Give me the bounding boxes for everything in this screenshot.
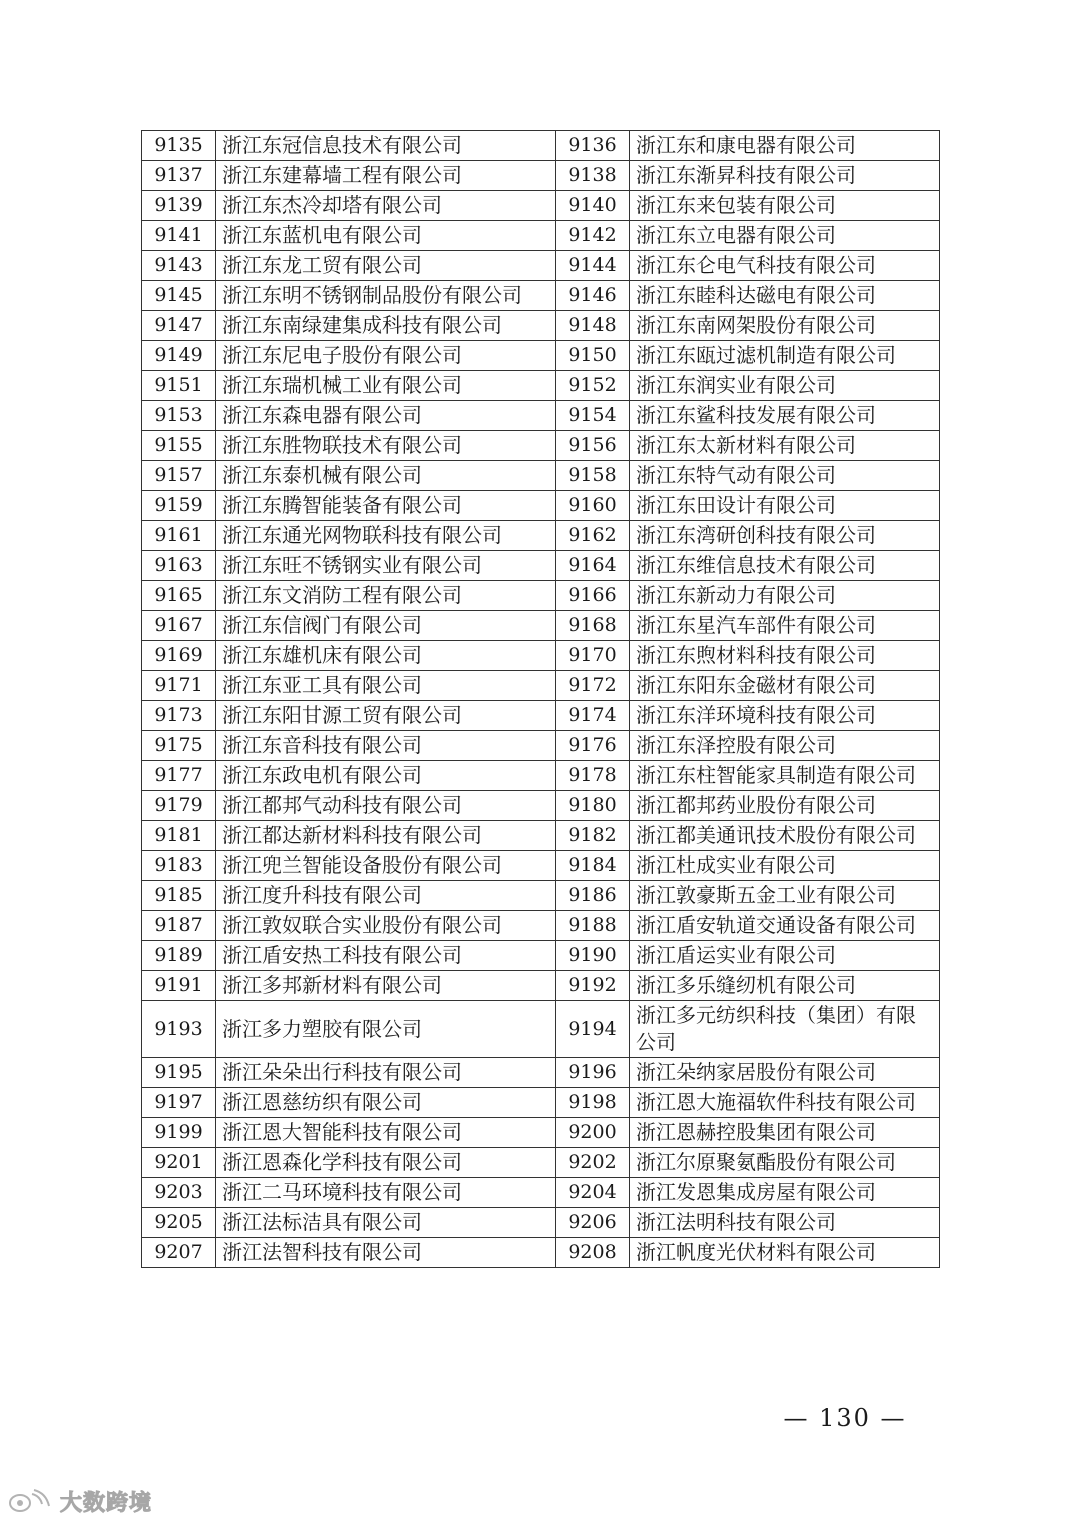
entry-number: 9151: [142, 371, 216, 401]
company-list-table: [141, 130, 940, 1268]
entry-number: 9150: [556, 341, 630, 371]
company-name: 浙江东鲨科技发展有限公司: [630, 401, 940, 431]
company-name: 浙江东立电器有限公司: [630, 221, 940, 251]
entry-number: 9194: [556, 1001, 630, 1058]
entry-number: 9165: [142, 581, 216, 611]
entry-number: 9153: [142, 401, 216, 431]
table-row: [142, 791, 940, 821]
entry-number: 9184: [556, 851, 630, 881]
page-number: — 130 —: [783, 1404, 907, 1432]
company-name: 浙江东太新材料有限公司: [630, 431, 940, 461]
table-row: [142, 461, 940, 491]
entry-number: 9157: [142, 461, 216, 491]
company-name: 浙江多力塑胶有限公司: [216, 1001, 556, 1058]
table-row: [142, 1238, 940, 1268]
table-row: [142, 431, 940, 461]
company-name: 浙江东湾研创科技有限公司: [630, 521, 940, 551]
company-name: 浙江东龙工贸有限公司: [216, 251, 556, 281]
entry-number: 9183: [142, 851, 216, 881]
entry-number: 9137: [142, 161, 216, 191]
entry-number: 9143: [142, 251, 216, 281]
entry-number: 9191: [142, 971, 216, 1001]
entry-number: 9174: [556, 701, 630, 731]
entry-number: 9139: [142, 191, 216, 221]
table-row: [142, 551, 940, 581]
company-name: 浙江东胜物联技术有限公司: [216, 431, 556, 461]
entry-number: 9204: [556, 1178, 630, 1208]
company-name: 浙江东通光网物联科技有限公司: [216, 521, 556, 551]
table-row: [142, 491, 940, 521]
table-row: [142, 131, 940, 161]
entry-number: 9149: [142, 341, 216, 371]
company-name: 浙江东南绿建集成科技有限公司: [216, 311, 556, 341]
entry-number: 9144: [556, 251, 630, 281]
entry-number: 9187: [142, 911, 216, 941]
entry-number: 9168: [556, 611, 630, 641]
table-row: [142, 731, 940, 761]
table-row: [142, 191, 940, 221]
entry-number: 9159: [142, 491, 216, 521]
company-name: 浙江东新动力有限公司: [630, 581, 940, 611]
company-name: 浙江杜成实业有限公司: [630, 851, 940, 881]
table-row: [142, 341, 940, 371]
entry-number: 9189: [142, 941, 216, 971]
entry-number: 9199: [142, 1118, 216, 1148]
entry-number: 9160: [556, 491, 630, 521]
company-name: 浙江东阳甘源工贸有限公司: [216, 701, 556, 731]
entry-number: 9182: [556, 821, 630, 851]
table-row: [142, 761, 940, 791]
company-name: 浙江法标洁具有限公司: [216, 1208, 556, 1238]
entry-number: 9163: [142, 551, 216, 581]
entry-number: 9173: [142, 701, 216, 731]
entry-number: 9171: [142, 671, 216, 701]
company-name: 浙江东睦科达磁电有限公司: [630, 281, 940, 311]
company-name: 浙江都美通讯技术股份有限公司: [630, 821, 940, 851]
table-row: [142, 251, 940, 281]
company-name: 浙江东蓝机电有限公司: [216, 221, 556, 251]
entry-number: 9145: [142, 281, 216, 311]
company-name: 浙江东冠信息技术有限公司: [216, 131, 556, 161]
company-name: 浙江尔原聚氨酯股份有限公司: [630, 1148, 940, 1178]
entry-number: 9170: [556, 641, 630, 671]
company-name: 浙江恩大智能科技有限公司: [216, 1118, 556, 1148]
company-name: 浙江东渐昇科技有限公司: [630, 161, 940, 191]
table-row: [142, 581, 940, 611]
table-row: [142, 851, 940, 881]
entry-number: 9152: [556, 371, 630, 401]
company-name: 浙江东信阀门有限公司: [216, 611, 556, 641]
entry-number: 9175: [142, 731, 216, 761]
table-row: [142, 221, 940, 251]
company-name: 浙江东仑电气科技有限公司: [630, 251, 940, 281]
table-row: [142, 281, 940, 311]
table-row: [142, 311, 940, 341]
entry-number: 9205: [142, 1208, 216, 1238]
company-name: 浙江东雄机床有限公司: [216, 641, 556, 671]
company-name: 浙江恩赫控股集团有限公司: [630, 1118, 940, 1148]
company-name: 浙江东尼电子股份有限公司: [216, 341, 556, 371]
entry-number: 9155: [142, 431, 216, 461]
watermark-text: 大数跨境: [60, 1490, 153, 1516]
company-name: 浙江东田设计有限公司: [630, 491, 940, 521]
company-name: 浙江东南网架股份有限公司: [630, 311, 940, 341]
company-name: 浙江多乐缝纫机有限公司: [630, 971, 940, 1001]
company-name: 浙江东来包装有限公司: [630, 191, 940, 221]
table-row: [142, 521, 940, 551]
entry-number: 9198: [556, 1088, 630, 1118]
entry-number: 9177: [142, 761, 216, 791]
company-name: 浙江东和康电器有限公司: [630, 131, 940, 161]
company-name: 浙江东洋环境科技有限公司: [630, 701, 940, 731]
entry-number: 9172: [556, 671, 630, 701]
table-row: [142, 1001, 940, 1058]
company-name: 浙江东润实业有限公司: [630, 371, 940, 401]
table-row: [142, 611, 940, 641]
company-name: 浙江盾运实业有限公司: [630, 941, 940, 971]
entry-number: 9203: [142, 1178, 216, 1208]
entry-number: 9185: [142, 881, 216, 911]
entry-number: 9138: [556, 161, 630, 191]
entry-number: 9207: [142, 1238, 216, 1268]
entry-number: 9162: [556, 521, 630, 551]
company-name: 浙江东泰机械有限公司: [216, 461, 556, 491]
company-name: 浙江东瓯过滤机制造有限公司: [630, 341, 940, 371]
entry-number: 9135: [142, 131, 216, 161]
entry-number: 9166: [556, 581, 630, 611]
company-name: 浙江东建幕墙工程有限公司: [216, 161, 556, 191]
company-name: 浙江敦奴联合实业股份有限公司: [216, 911, 556, 941]
entry-number: 9164: [556, 551, 630, 581]
entry-number: 9196: [556, 1058, 630, 1088]
entry-number: 9141: [142, 221, 216, 251]
company-name: 浙江朵朵出行科技有限公司: [216, 1058, 556, 1088]
entry-number: 9178: [556, 761, 630, 791]
entry-number: 9206: [556, 1208, 630, 1238]
table-row: [142, 1058, 940, 1088]
company-name: 浙江东星汽车部件有限公司: [630, 611, 940, 641]
company-name: 浙江都邦药业股份有限公司: [630, 791, 940, 821]
entry-number: 9193: [142, 1001, 216, 1058]
entry-number: 9154: [556, 401, 630, 431]
table-row: [142, 641, 940, 671]
company-name: 浙江多元纺织科技（集团）有限公司: [630, 1001, 940, 1058]
entry-number: 9208: [556, 1238, 630, 1268]
entry-number: 9188: [556, 911, 630, 941]
entry-number: 9142: [556, 221, 630, 251]
table-row: [142, 1118, 940, 1148]
table-row: [142, 971, 940, 1001]
company-name: 浙江东维信息技术有限公司: [630, 551, 940, 581]
entry-number: 9169: [142, 641, 216, 671]
table-row: [142, 1178, 940, 1208]
company-name: 浙江东音科技有限公司: [216, 731, 556, 761]
company-name: 浙江法智科技有限公司: [216, 1238, 556, 1268]
table-row: [142, 881, 940, 911]
company-name: 浙江盾安轨道交通设备有限公司: [630, 911, 940, 941]
table-row: [142, 821, 940, 851]
entry-number: 9161: [142, 521, 216, 551]
table-row: [142, 671, 940, 701]
company-name: 浙江东亚工具有限公司: [216, 671, 556, 701]
company-name: 浙江多邦新材料有限公司: [216, 971, 556, 1001]
company-name: 浙江东杰冷却塔有限公司: [216, 191, 556, 221]
table-row: [142, 1208, 940, 1238]
company-name: 浙江兜兰智能设备股份有限公司: [216, 851, 556, 881]
company-name: 浙江朵纳家居股份有限公司: [630, 1058, 940, 1088]
entry-number: 9156: [556, 431, 630, 461]
table-row: [142, 371, 940, 401]
entry-number: 9136: [556, 131, 630, 161]
company-list-body: [142, 131, 940, 1268]
company-name: 浙江法明科技有限公司: [630, 1208, 940, 1238]
watermark: [8, 1486, 152, 1516]
company-name: 浙江东腾智能装备有限公司: [216, 491, 556, 521]
table-row: [142, 911, 940, 941]
table-row: [142, 401, 940, 431]
company-name: 浙江东泽控股有限公司: [630, 731, 940, 761]
table-row: [142, 1088, 940, 1118]
entry-number: 9197: [142, 1088, 216, 1118]
company-name: 浙江恩大施福软件科技有限公司: [630, 1088, 940, 1118]
company-name: 浙江东瑞机械工业有限公司: [216, 371, 556, 401]
company-name: 浙江都邦气动科技有限公司: [216, 791, 556, 821]
company-name: 浙江恩慈纺织有限公司: [216, 1088, 556, 1118]
company-name: 浙江东明不锈钢制品股份有限公司: [216, 281, 556, 311]
company-name: 浙江东特气动有限公司: [630, 461, 940, 491]
company-name: 浙江东柱智能家具制造有限公司: [630, 761, 940, 791]
company-name: 浙江东煦材料科技有限公司: [630, 641, 940, 671]
weibo-logo-icon: [8, 1488, 54, 1514]
entry-number: 9158: [556, 461, 630, 491]
company-name: 浙江帆度光伏材料有限公司: [630, 1238, 940, 1268]
table-row: [142, 161, 940, 191]
company-name: 浙江都达新材料科技有限公司: [216, 821, 556, 851]
entry-number: 9200: [556, 1118, 630, 1148]
company-name: 浙江度升科技有限公司: [216, 881, 556, 911]
table-row: [142, 701, 940, 731]
company-name: 浙江敦豪斯五金工业有限公司: [630, 881, 940, 911]
entry-number: 9195: [142, 1058, 216, 1088]
company-name: 浙江二马环境科技有限公司: [216, 1178, 556, 1208]
entry-number: 9140: [556, 191, 630, 221]
entry-number: 9167: [142, 611, 216, 641]
company-name: 浙江东文消防工程有限公司: [216, 581, 556, 611]
entry-number: 9148: [556, 311, 630, 341]
entry-number: 9186: [556, 881, 630, 911]
table-row: [142, 1148, 940, 1178]
entry-number: 9190: [556, 941, 630, 971]
company-name: 浙江东森电器有限公司: [216, 401, 556, 431]
company-name: 浙江恩森化学科技有限公司: [216, 1148, 556, 1178]
entry-number: 9180: [556, 791, 630, 821]
table-row: [142, 941, 940, 971]
company-name: 浙江东阳东金磁材有限公司: [630, 671, 940, 701]
entry-number: 9179: [142, 791, 216, 821]
entry-number: 9181: [142, 821, 216, 851]
entry-number: 9176: [556, 731, 630, 761]
company-name: 浙江发恩集成房屋有限公司: [630, 1178, 940, 1208]
entry-number: 9201: [142, 1148, 216, 1178]
entry-number: 9147: [142, 311, 216, 341]
company-name: 浙江盾安热工科技有限公司: [216, 941, 556, 971]
entry-number: 9202: [556, 1148, 630, 1178]
company-name: 浙江东政电机有限公司: [216, 761, 556, 791]
entry-number: 9192: [556, 971, 630, 1001]
company-name: 浙江东旺不锈钢实业有限公司: [216, 551, 556, 581]
entry-number: 9146: [556, 281, 630, 311]
